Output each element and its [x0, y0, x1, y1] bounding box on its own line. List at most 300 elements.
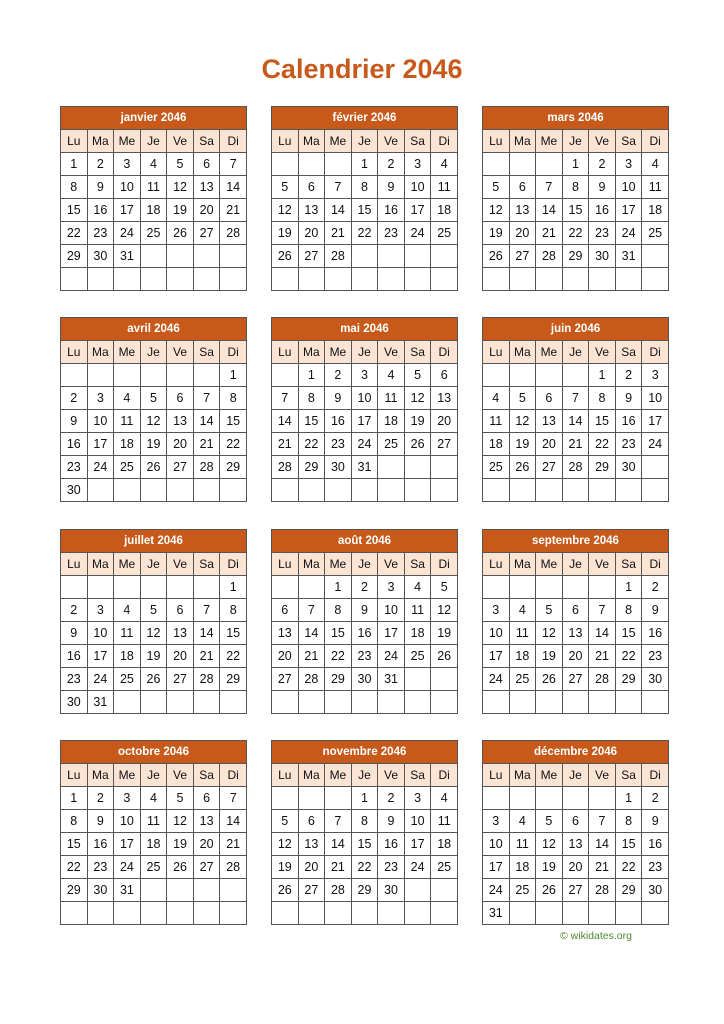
day-cell: [325, 691, 352, 714]
day-cell: 27: [193, 222, 220, 245]
weekday-label: Me: [536, 553, 563, 576]
day-cell: [87, 364, 114, 387]
day-cell: 14: [325, 199, 352, 222]
day-cell: 30: [87, 879, 114, 902]
day-cell: 29: [220, 668, 247, 691]
day-cell: 10: [483, 622, 510, 645]
day-cell: [431, 879, 458, 902]
day-cell: 20: [536, 433, 563, 456]
weekday-label: Je: [562, 764, 589, 787]
day-cell: [642, 902, 669, 925]
day-cell: 16: [642, 833, 669, 856]
day-cell: 11: [140, 176, 167, 199]
weekday-label: Je: [351, 130, 378, 153]
day-cell: 20: [298, 856, 325, 879]
day-cell: [325, 268, 352, 291]
day-cell: [351, 902, 378, 925]
day-cell: 31: [87, 691, 114, 714]
day-cell: [378, 479, 405, 502]
day-cell: 17: [404, 833, 431, 856]
day-cell: 10: [114, 176, 141, 199]
day-cell: 15: [615, 833, 642, 856]
day-cell: 16: [589, 199, 616, 222]
day-cell: 30: [378, 879, 405, 902]
day-cell: 7: [272, 387, 299, 410]
day-cell: 9: [378, 810, 405, 833]
day-cell: 20: [167, 433, 194, 456]
day-cell: [378, 268, 405, 291]
day-cell: 3: [351, 364, 378, 387]
day-cell: [193, 268, 220, 291]
day-cell: 5: [167, 153, 194, 176]
day-cell: [378, 456, 405, 479]
day-cell: [167, 245, 194, 268]
day-cell: [404, 879, 431, 902]
day-cell: 11: [483, 410, 510, 433]
day-cell: 11: [431, 176, 458, 199]
day-cell: [114, 268, 141, 291]
day-cell: 31: [483, 902, 510, 925]
day-cell: 24: [642, 433, 669, 456]
weekday-label: Sa: [193, 341, 220, 364]
day-cell: 19: [483, 222, 510, 245]
day-cell: 2: [378, 787, 405, 810]
day-cell: 30: [642, 668, 669, 691]
day-cell: 7: [220, 153, 247, 176]
day-cell: 5: [509, 387, 536, 410]
weekday-label: Je: [351, 341, 378, 364]
day-cell: 14: [220, 810, 247, 833]
day-cell: [325, 902, 352, 925]
day-cell: 19: [167, 199, 194, 222]
day-cell: 13: [431, 387, 458, 410]
day-cell: 14: [589, 833, 616, 856]
day-cell: 8: [325, 599, 352, 622]
day-cell: 22: [298, 433, 325, 456]
day-cell: [87, 902, 114, 925]
day-cell: 3: [114, 787, 141, 810]
day-cell: 24: [483, 879, 510, 902]
day-cell: 21: [589, 645, 616, 668]
day-cell: [298, 268, 325, 291]
day-cell: 8: [351, 176, 378, 199]
weekday-label: Lu: [483, 764, 510, 787]
day-cell: 1: [220, 364, 247, 387]
month-title: juillet 2046: [61, 530, 247, 553]
day-cell: [351, 245, 378, 268]
day-cell: 15: [61, 199, 88, 222]
day-cell: 10: [351, 387, 378, 410]
day-cell: 18: [483, 433, 510, 456]
day-cell: 8: [562, 176, 589, 199]
day-cell: [483, 268, 510, 291]
weekday-label: Lu: [483, 130, 510, 153]
day-cell: 26: [272, 879, 299, 902]
day-cell: 19: [272, 856, 299, 879]
day-cell: [404, 479, 431, 502]
day-cell: 17: [615, 199, 642, 222]
day-cell: [140, 879, 167, 902]
day-cell: 9: [87, 176, 114, 199]
day-cell: [509, 902, 536, 925]
day-cell: 6: [193, 153, 220, 176]
weekday-label: Ve: [378, 130, 405, 153]
day-cell: 27: [167, 668, 194, 691]
day-cell: [298, 479, 325, 502]
day-cell: 4: [378, 364, 405, 387]
day-cell: [562, 691, 589, 714]
weekday-label: Lu: [483, 553, 510, 576]
day-cell: [272, 268, 299, 291]
day-cell: 21: [272, 433, 299, 456]
day-cell: 9: [378, 176, 405, 199]
day-cell: [589, 787, 616, 810]
day-cell: [404, 268, 431, 291]
day-cell: 21: [193, 645, 220, 668]
day-cell: [536, 479, 563, 502]
day-cell: 15: [61, 833, 88, 856]
day-cell: 3: [642, 364, 669, 387]
day-cell: [167, 364, 194, 387]
day-cell: [114, 691, 141, 714]
day-cell: [167, 902, 194, 925]
day-cell: 2: [351, 576, 378, 599]
day-cell: 3: [483, 599, 510, 622]
day-cell: 14: [193, 410, 220, 433]
month-title: novembre 2046: [272, 741, 458, 764]
day-cell: 4: [431, 787, 458, 810]
weekday-label: Di: [220, 341, 247, 364]
day-cell: [220, 479, 247, 502]
day-cell: 28: [536, 245, 563, 268]
day-cell: 16: [378, 833, 405, 856]
day-cell: 4: [642, 153, 669, 176]
day-cell: 9: [642, 810, 669, 833]
day-cell: 21: [193, 433, 220, 456]
weekday-label: Ve: [378, 553, 405, 576]
month-title: avril 2046: [61, 318, 247, 341]
day-cell: 25: [114, 456, 141, 479]
day-cell: 6: [536, 387, 563, 410]
day-cell: 13: [167, 622, 194, 645]
weekday-label: Lu: [61, 341, 88, 364]
day-cell: [140, 479, 167, 502]
day-cell: 13: [272, 622, 299, 645]
day-cell: 22: [589, 433, 616, 456]
day-cell: 9: [351, 599, 378, 622]
day-cell: 15: [562, 199, 589, 222]
day-cell: [483, 479, 510, 502]
day-cell: 25: [431, 222, 458, 245]
day-cell: [642, 479, 669, 502]
weekday-label: Ma: [298, 764, 325, 787]
day-cell: 22: [351, 856, 378, 879]
day-cell: 21: [220, 199, 247, 222]
day-cell: 22: [615, 856, 642, 879]
day-cell: [220, 691, 247, 714]
weekday-label: Ma: [509, 764, 536, 787]
day-cell: 8: [220, 599, 247, 622]
day-cell: 13: [298, 833, 325, 856]
day-cell: [431, 479, 458, 502]
day-cell: 11: [509, 833, 536, 856]
day-cell: 5: [483, 176, 510, 199]
day-cell: 3: [483, 810, 510, 833]
day-cell: 1: [589, 364, 616, 387]
day-cell: [61, 268, 88, 291]
day-cell: 23: [378, 222, 405, 245]
day-cell: [167, 479, 194, 502]
weekday-label: Ma: [87, 553, 114, 576]
day-cell: 6: [298, 810, 325, 833]
day-cell: 16: [325, 410, 352, 433]
day-cell: 19: [272, 222, 299, 245]
day-cell: [562, 902, 589, 925]
day-cell: [272, 576, 299, 599]
day-cell: [351, 479, 378, 502]
day-cell: 24: [87, 668, 114, 691]
day-cell: 7: [325, 176, 352, 199]
day-cell: [140, 268, 167, 291]
day-cell: 27: [167, 456, 194, 479]
day-cell: 21: [562, 433, 589, 456]
day-cell: 8: [615, 599, 642, 622]
day-cell: [509, 153, 536, 176]
day-cell: 6: [431, 364, 458, 387]
day-cell: [140, 902, 167, 925]
day-cell: 28: [220, 856, 247, 879]
day-cell: 2: [589, 153, 616, 176]
day-cell: [509, 787, 536, 810]
day-cell: 22: [325, 645, 352, 668]
day-cell: 12: [536, 833, 563, 856]
weekday-label: Me: [114, 341, 141, 364]
weekday-label: Di: [642, 341, 669, 364]
day-cell: [404, 456, 431, 479]
day-cell: 15: [351, 833, 378, 856]
day-cell: 9: [87, 810, 114, 833]
day-cell: [431, 268, 458, 291]
weekday-label: Di: [220, 130, 247, 153]
weekday-label: Sa: [615, 764, 642, 787]
day-cell: 21: [536, 222, 563, 245]
day-cell: 2: [615, 364, 642, 387]
day-cell: 8: [298, 387, 325, 410]
weekday-label: Di: [220, 764, 247, 787]
day-cell: 16: [61, 433, 88, 456]
day-cell: [193, 902, 220, 925]
day-cell: [378, 245, 405, 268]
day-cell: 15: [351, 199, 378, 222]
month-title: mai 2046: [272, 318, 458, 341]
day-cell: 28: [589, 668, 616, 691]
day-cell: 7: [589, 599, 616, 622]
weekday-label: Ve: [589, 764, 616, 787]
day-cell: 25: [114, 668, 141, 691]
day-cell: [87, 479, 114, 502]
day-cell: 1: [615, 576, 642, 599]
day-cell: 26: [140, 456, 167, 479]
day-cell: [193, 576, 220, 599]
weekday-label: Ve: [589, 130, 616, 153]
day-cell: 24: [114, 222, 141, 245]
day-cell: 26: [509, 456, 536, 479]
month-title: mars 2046: [483, 107, 669, 130]
day-cell: [193, 879, 220, 902]
day-cell: [483, 691, 510, 714]
weekday-label: Di: [431, 764, 458, 787]
day-cell: [509, 364, 536, 387]
day-cell: 29: [61, 879, 88, 902]
day-cell: [87, 576, 114, 599]
day-cell: [562, 576, 589, 599]
day-cell: 10: [404, 176, 431, 199]
day-cell: 6: [298, 176, 325, 199]
page-title: Calendrier 2046: [261, 54, 463, 84]
day-cell: 21: [325, 856, 352, 879]
day-cell: [298, 787, 325, 810]
day-cell: [536, 691, 563, 714]
day-cell: 25: [140, 222, 167, 245]
day-cell: [220, 879, 247, 902]
day-cell: [509, 268, 536, 291]
day-cell: [431, 456, 458, 479]
day-cell: [193, 245, 220, 268]
day-cell: 26: [536, 668, 563, 691]
weekday-label: Je: [562, 130, 589, 153]
day-cell: 2: [87, 787, 114, 810]
day-cell: 16: [351, 622, 378, 645]
day-cell: [87, 268, 114, 291]
month-table: [60, 106, 247, 291]
day-cell: [378, 902, 405, 925]
month-title: septembre 2046: [483, 530, 669, 553]
day-cell: 10: [404, 810, 431, 833]
day-cell: [272, 153, 299, 176]
day-cell: [298, 153, 325, 176]
weekday-label: Lu: [61, 130, 88, 153]
day-cell: 10: [483, 833, 510, 856]
day-cell: 11: [114, 622, 141, 645]
day-cell: 22: [61, 222, 88, 245]
weekday-label: Ve: [167, 130, 194, 153]
day-cell: 8: [61, 810, 88, 833]
day-cell: 30: [87, 245, 114, 268]
day-cell: 26: [536, 879, 563, 902]
day-cell: 29: [351, 879, 378, 902]
day-cell: 31: [378, 668, 405, 691]
day-cell: 20: [431, 410, 458, 433]
day-cell: 14: [193, 622, 220, 645]
day-cell: [378, 691, 405, 714]
day-cell: 10: [87, 622, 114, 645]
day-cell: 19: [404, 410, 431, 433]
weekday-label: Me: [536, 341, 563, 364]
day-cell: 5: [431, 576, 458, 599]
day-cell: [351, 691, 378, 714]
day-cell: 17: [87, 645, 114, 668]
weekday-label: Ma: [298, 341, 325, 364]
day-cell: [298, 691, 325, 714]
footer-credit: © wikidates.org: [560, 930, 632, 942]
day-cell: [536, 268, 563, 291]
day-cell: [298, 576, 325, 599]
day-cell: 27: [193, 856, 220, 879]
day-cell: 4: [404, 576, 431, 599]
day-cell: 27: [298, 879, 325, 902]
day-cell: [536, 787, 563, 810]
day-cell: [431, 691, 458, 714]
month-title: février 2046: [272, 107, 458, 130]
day-cell: 25: [404, 645, 431, 668]
weekday-label: Je: [140, 553, 167, 576]
day-cell: 3: [404, 153, 431, 176]
day-cell: 13: [562, 833, 589, 856]
day-cell: 1: [298, 364, 325, 387]
day-cell: 23: [87, 222, 114, 245]
day-cell: 7: [562, 387, 589, 410]
day-cell: 7: [193, 599, 220, 622]
day-cell: 19: [536, 856, 563, 879]
day-cell: [615, 479, 642, 502]
day-cell: 2: [61, 387, 88, 410]
month-table: [60, 740, 247, 925]
day-cell: 23: [351, 645, 378, 668]
day-cell: 20: [562, 856, 589, 879]
day-cell: 3: [87, 387, 114, 410]
day-cell: 5: [140, 599, 167, 622]
day-cell: 30: [615, 456, 642, 479]
day-cell: 25: [431, 856, 458, 879]
day-cell: 28: [589, 879, 616, 902]
day-cell: 19: [140, 645, 167, 668]
day-cell: 1: [220, 576, 247, 599]
day-cell: 22: [220, 645, 247, 668]
day-cell: 22: [615, 645, 642, 668]
day-cell: 18: [404, 622, 431, 645]
day-cell: [140, 245, 167, 268]
day-cell: [562, 787, 589, 810]
day-cell: 4: [483, 387, 510, 410]
day-cell: 9: [61, 622, 88, 645]
day-cell: 20: [193, 199, 220, 222]
weekday-label: Je: [140, 764, 167, 787]
weekday-label: Ma: [509, 341, 536, 364]
month-title: janvier 2046: [61, 107, 247, 130]
day-cell: 28: [325, 245, 352, 268]
day-cell: 26: [167, 856, 194, 879]
day-cell: [536, 364, 563, 387]
day-cell: 22: [220, 433, 247, 456]
day-cell: [642, 691, 669, 714]
day-cell: [140, 576, 167, 599]
day-cell: 28: [562, 456, 589, 479]
day-cell: 9: [325, 387, 352, 410]
day-cell: 24: [351, 433, 378, 456]
day-cell: 24: [87, 456, 114, 479]
day-cell: 2: [642, 787, 669, 810]
day-cell: 12: [536, 622, 563, 645]
weekday-label: Sa: [404, 764, 431, 787]
day-cell: [272, 787, 299, 810]
weekday-label: Lu: [272, 341, 299, 364]
day-cell: 29: [562, 245, 589, 268]
weekday-label: Lu: [272, 130, 299, 153]
day-cell: [351, 268, 378, 291]
weekday-label: Ve: [167, 341, 194, 364]
weekday-label: Ma: [298, 553, 325, 576]
day-cell: 5: [167, 787, 194, 810]
